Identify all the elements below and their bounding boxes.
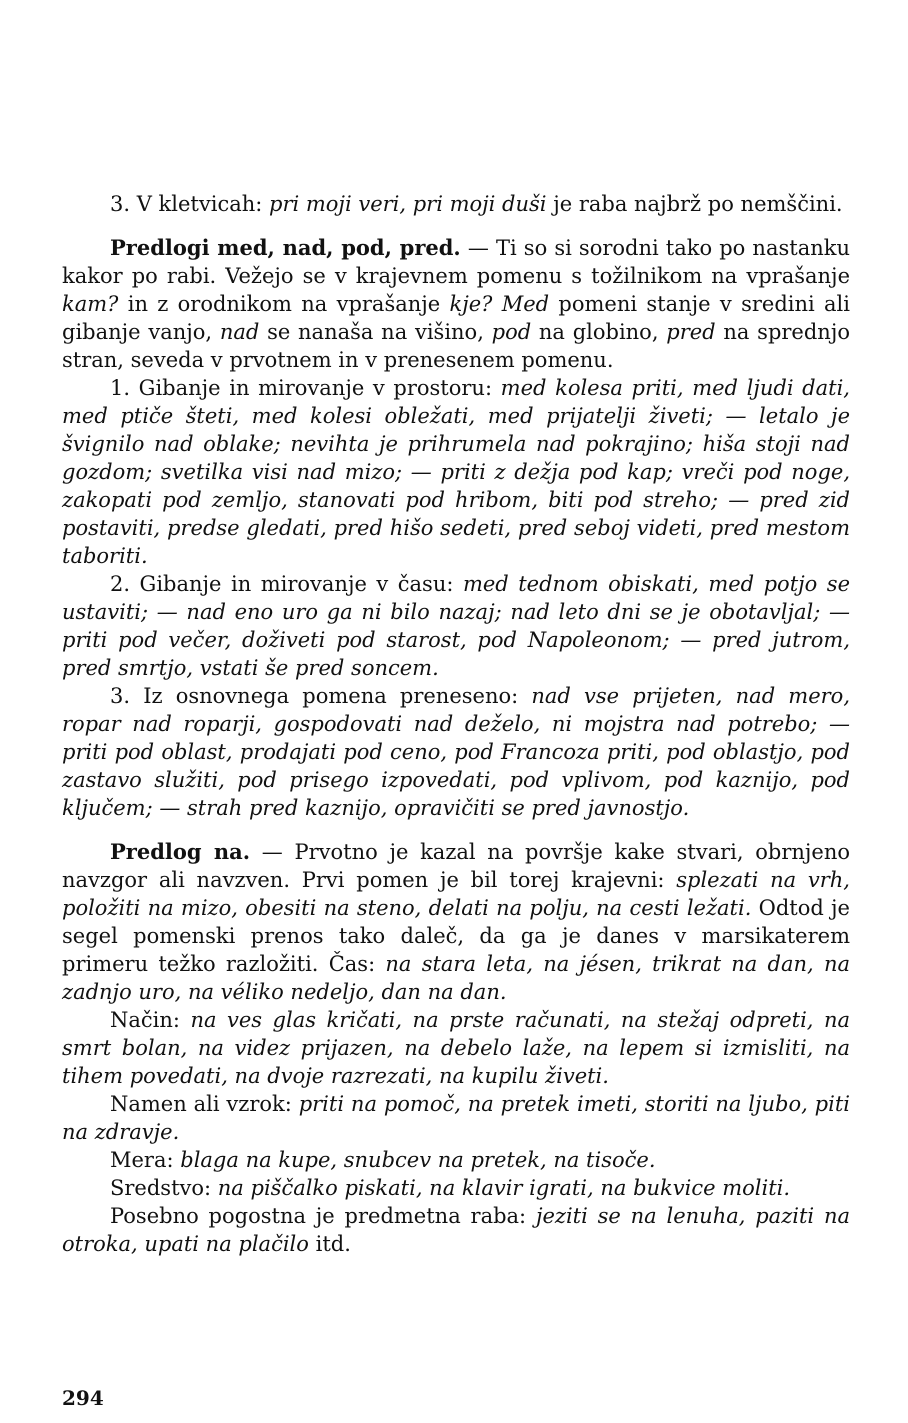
text-run: Posebno pogostna je predmetna raba: bbox=[110, 1204, 536, 1228]
text-run: na sprednjo stran, seveda v prvotnem in v prenesenem pomenu. bbox=[62, 320, 850, 372]
text-run: na ves glas kričati, na prste računati, na stežaj odpreti, na smrt bolan, na videz prijazen, na debelo laže, na lepem si izmisliti, na tihem povedati, na dvoje razrezati, na kupilu živeti. bbox=[62, 1008, 850, 1088]
text-run: nad vse prijeten, nad mero, ropar nad roparji, gospodovati nad deželo, ni mojstra nad potrebo; — priti pod oblast, prodajati pod ceno, pod Francoza priti, pod oblastjo, pod zastavo služiti, pod prisego izpovedati, pod vplivom, pod kaznijo, pod ključem; — strah pred kaznijo, opravičiti se pred javnostjo. bbox=[62, 684, 851, 820]
text-run: nad bbox=[219, 320, 260, 344]
text-run: med kolesa priti, med ljudi dati, med ptiče šteti, med kolesi obležati, med prijatelji živeti; — letalo je švignilo nad oblake; nevihta je prihrumela nad pokrajino; hiša stoji nad gozdom; svetilka visi nad mizo; — priti z dežja pod kap; vreči pod noge, zakopati pod zemljo, stanovati pod hribom, biti pod streho; — pred zid postaviti, predse gledati, pred hišo sedeti, pred seboj videti, pred mestom taboriti. bbox=[62, 376, 850, 568]
text-run: na piščalko piskati, na klavir igrati, na bukvice moliti. bbox=[217, 1176, 791, 1200]
text-run: 2. Gibanje in mirovanje v času: bbox=[110, 572, 463, 596]
text-run: na globino, bbox=[531, 320, 667, 344]
text-run: kam? bbox=[62, 292, 119, 316]
text-run: Mera: bbox=[110, 1148, 181, 1172]
paragraph-prepositions-intro bbox=[62, 234, 850, 374]
paragraph-manner bbox=[62, 1006, 850, 1090]
text-run: itd. bbox=[308, 1232, 351, 1256]
text-run: — Ti so si sorodni tako po nastanku kakor po rabi. Vežejo se v krajevnem pomenu s tožilnikom na vprašanje bbox=[62, 236, 850, 288]
text-run: 1. Gibanje in mirovanje v prostoru: bbox=[110, 376, 501, 400]
text-run: Predlogi med, nad, pod, pred. bbox=[110, 235, 461, 260]
text-run: in z orodnikom na vprašanje bbox=[118, 292, 450, 316]
text-run: se nanaša na višino, bbox=[259, 320, 492, 344]
text-run: jeziti se na lenuha, paziti na otroka, upati na plačilo bbox=[62, 1204, 850, 1256]
text-run: Namen ali vzrok: bbox=[110, 1092, 299, 1116]
text-run: je raba najbrž po nemščini. bbox=[546, 192, 843, 216]
paragraph-figurative-meaning bbox=[62, 682, 850, 822]
text-run: Način: bbox=[110, 1008, 191, 1032]
body-text bbox=[62, 190, 850, 1258]
paragraph-preposition-na bbox=[62, 838, 850, 1006]
text-run: pri moji veri, pri moji duši bbox=[269, 192, 547, 216]
paragraph-measure bbox=[62, 1146, 850, 1174]
paragraph-means bbox=[62, 1174, 850, 1202]
text-run: blaga na kupe, snubcev na pretek, na tisoče. bbox=[180, 1148, 656, 1172]
text-run: pod bbox=[491, 320, 532, 344]
paragraph-object-use bbox=[62, 1202, 850, 1258]
paragraph-purpose bbox=[62, 1090, 850, 1146]
text-run: — Prvotno je kazal na površje kake stvari, obrnjeno navzgor ali navzven. Prvi pomen je bil torej krajevni: bbox=[62, 840, 850, 892]
text-run: na stara leta, na jésen, trikrat na dan, na zadnjo uro, na véliko nedeljo, dan na dan. bbox=[62, 952, 851, 1004]
paragraph-time-movement bbox=[62, 570, 850, 682]
text-run: Sredstvo: bbox=[110, 1176, 218, 1200]
text-run: pomeni stanje v sredini ali gibanje vanjo, bbox=[62, 292, 850, 344]
text-run: 3. Iz osnovnega pomena preneseno: bbox=[110, 684, 532, 708]
text-run: Odtod je segel pomenski prenos tako daleč, da ga je danes v marsikaterem primeru težko razložiti. Čas: bbox=[62, 896, 850, 976]
text-run: kje? Med bbox=[449, 292, 550, 316]
text-run: priti na pomoč, na pretek imeti, storiti na ljubo, piti na zdravje. bbox=[62, 1092, 850, 1144]
text-run: med tednom obiskati, med potjo se ustaviti; — nad eno uro ga ni bilo nazaj; nad leto dni se je obotavljal; — priti pod večer, doživeti pod starost, pod Napoleonom; — pred jutrom, pred smrtjo, vstati še pred soncem. bbox=[62, 572, 851, 680]
text-run: splezati na vrh, položiti na mizo, obesiti na steno, delati na polju, na cesti ležati. bbox=[62, 868, 850, 920]
page-number: 294 bbox=[62, 1386, 104, 1410]
paragraph-curses bbox=[62, 190, 850, 218]
text-run: Predlog na. bbox=[110, 839, 251, 864]
paragraph-space-movement bbox=[62, 374, 850, 570]
text-run: pred bbox=[666, 320, 716, 344]
text-run: 3. V kletvicah: bbox=[110, 192, 269, 216]
